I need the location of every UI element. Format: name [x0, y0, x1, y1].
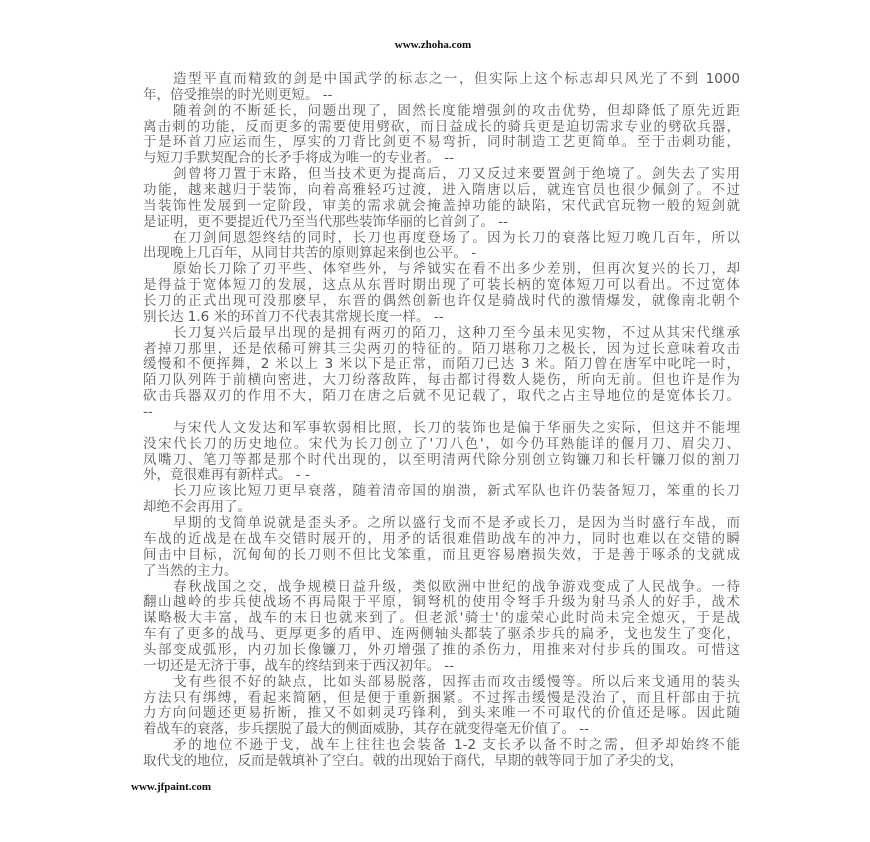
paragraph — [143, 675, 740, 738]
text-line: 谋略极大丰富，战车的末日也就来到了。但老派'骑士'的虚荣心此时尚未完全熄灭，于是战 — [143, 610, 740, 627]
text-line: 于是环首刀应运而生，厚实的刀背比剑更不易弯折，同时制造工艺更简单。至于击刺功能， — [143, 134, 740, 151]
text-line: 方法只有绑缚，看起来简陋，但是便于重新捆紧。不过挥击缓慢是没治了，而且杆部由于抗 — [143, 689, 740, 706]
text-line: 着战车的衰落，步兵摆脱了最大的侧面威胁，其存在就变得毫无价值了。 -- — [143, 721, 590, 738]
paragraph — [143, 104, 740, 167]
text-line: 春秋战国之交，战争规模日益升级，类似欧洲中世纪的战争游戏变成了人民战争。一待 — [173, 578, 740, 595]
text-line: 年，倍受推崇的时光则更短。 -- — [143, 86, 333, 103]
text-line: 头部变成弧形，内刃加长像镰刀，外刃增强了推的杀伤力，用推来对付步兵的围攻。可惜这 — [143, 641, 740, 658]
text-line: 外，竟很难再有新样式。 - - — [143, 467, 310, 484]
text-line: 随着剑的不断延长，问题出现了，固然长度能增强剑的攻击优势，但却降低了原先近距 — [173, 102, 740, 119]
text-line: 长刀复兴后最早出现的是拥有两刃的陌刀，这种刀至今虽未见实物，不过从其宋代继承 — [173, 324, 740, 341]
text-line: 砍击兵器双刃的作用不大，陌刀在唐之后就不见记载了，取代之占主导地位的是宽体长刀。 — [143, 388, 740, 405]
text-line: 车战的近战是在战车交错时展开的，用矛的话很难借助战车的冲力，同时也难以在交错的瞬 — [143, 530, 740, 547]
text-line: 早期的戈简单说就是歪头矛。之所以盛行戈而不是矛或长刀，是因为当时盛行车战，而 — [173, 515, 740, 532]
text-line: 长刀的正式出现可没那麽早，东晋的偶然创新也许仅是骑战时代的激情爆发，就像南北朝个 — [143, 293, 740, 310]
text-line: 取代戈的地位，反而是戟填补了空白。戟的出现始于商代，早期的戟等同于加了矛尖的戈， — [143, 752, 683, 769]
text-line: 与宋代人文发达和军事软弱相比照，长刀的装饰也是偏于华丽失之实际，但这并不能埋 — [173, 419, 740, 436]
text-line: 凤嘴刀、笔刀等都是那个时代出现的，以至明清两代除分别创立钩镰刀和长杆镰刀似的割刀 — [143, 451, 740, 468]
text-line: 离击刺的功能，反而更多的需要使用劈砍，而日益成长的骑兵更是迫切需求专业的劈砍兵器， — [143, 118, 740, 135]
header-watermark: www.zhoha.com — [394, 39, 472, 51]
text-line: 缓慢和不便挥舞，2 米以上 3 米以下是正常，而陌刀已达 3 米。陌刀曾在唐军中叱咤一时， — [143, 356, 740, 373]
text-line: 间击中目标，沉甸甸的长刀则不但比戈笨重，而且更容易磨损失效，于是善于啄杀的戈就成 — [143, 546, 740, 563]
text-line: 矛的地位不逊于戈，战车上往往也会装备 1-2 支长矛以备不时之需，但矛却始终不能 — [173, 737, 740, 754]
text-line: 剑曾将刀置于末路，但当技术更为提高后，刀又反过来要置剑于绝境了。剑失去了实用 — [173, 166, 740, 183]
text-line: 一切还是无济于事，战车的终结到来于西汉初年。 -- — [143, 657, 455, 674]
text-line: 别长达 1.6 米的环首刀不代表其常规长度一样。 -- — [143, 308, 444, 325]
paragraph — [143, 421, 740, 484]
text-line: 功能，越来越归于装饰，向着高雅轻巧过渡，进入隋唐以后，就连官员也很少佩剑了。不过 — [143, 182, 740, 199]
text-line: 戈有些很不好的缺点，比如头部易脱落，因挥击而攻击缓慢等。所以后来戈通用的装头 — [173, 673, 740, 690]
paragraph — [143, 484, 740, 516]
text-line: 长刀应该比短刀更早衰落，随着清帝国的崩溃，新式军队也许仍装备短刀，笨重的长刀 — [173, 483, 740, 500]
paragraph — [143, 262, 740, 325]
text-line: 没宋代长刀的历史地位。宋代为长刀创立了'刀八色'，如今仍耳熟能详的偃月刀、眉尖刀、 — [143, 435, 740, 452]
text-line: 出现晚上几百年，从同甘共苦的原则算起来倒也公平。 - — [143, 245, 477, 262]
text-line: 者掉刀那里，还是依稀可辨其三尖两刃的特征的。陌刀堪称刀之极长，因为过长意味着攻击 — [143, 340, 740, 357]
footer-watermark: www.jfpaint.com — [131, 781, 212, 793]
document-body — [143, 72, 740, 770]
text-line: 造型平直而精致的剑是中国武学的标志之一，但实际上这个标志却只风光了不到 1000 — [173, 71, 740, 87]
text-line: 陌刀队列阵于前横向密进，大刀纷落敌阵，每击都讨得数人毙伤，所向无前。但也许是作为 — [143, 372, 740, 389]
text-line: 翻山越岭的步兵使战场不再局限于平原，铜弩机的使用令弩手升级为射马杀人的好手，战术 — [143, 594, 740, 611]
text-line: 原始长刀除了刃平些、体窄些外，与斧钺实在看不出多少差别，但再次复兴的长刀，却 — [173, 261, 740, 278]
text-line: 当装饰性发展到一定阶段，审美的需求就会掩盖掉功能的缺陷，宋代武官玩物一般的短剑就 — [143, 197, 740, 214]
text-line: 却绝不会再用了。 — [143, 499, 251, 516]
paragraph — [143, 72, 740, 104]
paragraph — [143, 580, 740, 675]
text-line: 力方向问题还更易折断，推又不如刺灵巧锋利，到头来唯一不可取代的价值还是啄。因此随 — [143, 705, 740, 722]
text-line: 与短刀手默契配合的长矛手将成为唯一的专业者。 -- — [143, 150, 455, 167]
text-line: 车有了更多的战马、更厚更多的盾甲、连两侧轴头都装了驱杀步兵的扁矛，戈也发生了变化， — [143, 626, 740, 643]
text-line: 在刀剑间恩怨终结的同时，长刀也再度登场了。因为长刀的衰落比短刀晚几百年，所以 — [173, 229, 740, 246]
paragraph — [143, 167, 740, 230]
text-line: 是证明，更不要提近代乃至当代那些装饰华丽的匕首剑了。 -- — [143, 213, 509, 230]
paragraph — [143, 738, 740, 770]
paragraph — [143, 516, 740, 579]
paragraph — [143, 231, 740, 263]
text-line: 了当然的主力。 — [143, 562, 238, 579]
text-line: 是得益于宽体短刀的发展，这点从东晋时期出现了可装长柄的宽体短刀可以看出。不过宽体 — [143, 277, 740, 294]
text-line: -- — [143, 404, 153, 421]
paragraph — [143, 326, 740, 421]
